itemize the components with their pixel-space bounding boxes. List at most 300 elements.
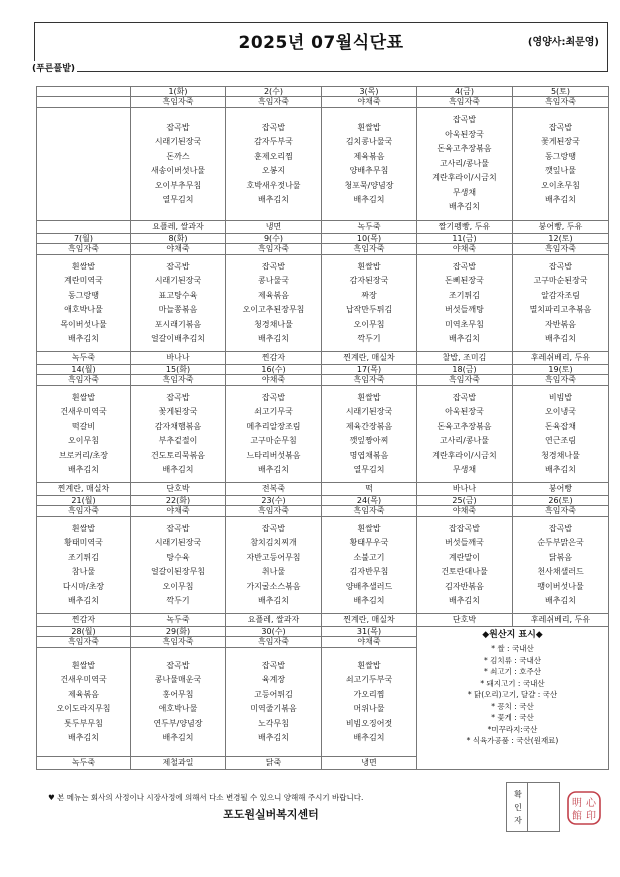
- meal-item: 흰쌀밥: [357, 392, 381, 402]
- day-date: 28(월): [37, 627, 131, 637]
- meal-item: 흰쌀밥: [357, 122, 381, 132]
- meal-item: 배추김치: [353, 596, 385, 605]
- meal-item: 배추김치: [258, 733, 289, 742]
- day-date: 4(금): [417, 87, 513, 97]
- meal-item: 닭볶음: [548, 552, 573, 562]
- porridge-cell: 흑임자죽: [37, 637, 131, 648]
- porridge-cell: 야채죽: [322, 637, 417, 648]
- snack-cell: 단호박: [417, 614, 513, 627]
- meal-item: 흰쌀밥: [357, 523, 381, 533]
- meal-cell: [37, 108, 131, 221]
- meal-item: 톳두부무침: [64, 718, 103, 728]
- svg-text:明: 明: [572, 798, 582, 809]
- meal-item: 청포묵/양념장: [344, 180, 394, 190]
- meal-item: 가지굴소스볶음: [246, 581, 301, 591]
- svg-text:心: 心: [586, 798, 596, 809]
- snack-cell: 닭죽: [226, 757, 322, 770]
- meal-item: 배추김치: [162, 733, 194, 742]
- meal-item: 무생채: [452, 187, 477, 197]
- day-date: 21(월): [37, 496, 131, 506]
- day-date: 24(목): [322, 496, 417, 506]
- svg-text:印: 印: [586, 811, 596, 822]
- porridge-cell: 흑임자죽: [322, 506, 417, 517]
- meal-item: 잡곡밥: [166, 122, 190, 132]
- meal-cell: [322, 648, 417, 757]
- meal-item: 배추김치: [258, 334, 289, 343]
- meal-item: 황태무우국: [349, 538, 389, 547]
- meal-item: 배추김치: [449, 202, 480, 212]
- meal-item: 소불고기: [353, 552, 385, 562]
- snack-cell: 후레쉬베리, 두유: [513, 352, 609, 365]
- meal-item: 꽃게된장국: [158, 407, 198, 416]
- meal-item: 노각무침: [258, 718, 289, 728]
- meal-cell: [513, 108, 609, 221]
- meal-cell: [37, 648, 131, 757]
- meal-item: 깻잎나물: [545, 166, 576, 175]
- snack-cell: 녹두죽: [37, 352, 131, 365]
- meal-item: 시래기된장국: [154, 538, 202, 547]
- meal-item: 깍두기: [357, 334, 381, 343]
- meal-item: 배추김치: [449, 596, 480, 605]
- meal-item: 계란후라이/시금치: [432, 173, 497, 183]
- meal-cell: [131, 108, 226, 221]
- meal-item: 비빔오징어젓: [345, 718, 393, 728]
- meal-item: 연두부/양념장: [153, 718, 203, 728]
- meal-item: 느타리버섯볶음: [246, 450, 301, 460]
- porridge-cell: 흑임자죽: [37, 375, 131, 386]
- meal-cell: [226, 386, 322, 483]
- meal-item: 잡곡밥: [166, 392, 190, 402]
- day-date: 19(토): [513, 365, 609, 375]
- meal-cell: [322, 255, 417, 352]
- meal-item: 오이무침: [353, 319, 385, 329]
- seal-stamp: [566, 790, 602, 826]
- meal-item: 목이버섯나물: [60, 319, 107, 329]
- meal-cell: [513, 386, 609, 483]
- meal-item: 애호박나물: [158, 704, 198, 713]
- meal-item: 브로커리/초장: [58, 450, 109, 460]
- meal-item: 쇠고기두부국: [345, 675, 393, 684]
- origin-legend: [417, 627, 609, 770]
- meal-item: 조기튀김: [449, 290, 480, 300]
- meal-item: 부추겉절이: [158, 436, 198, 445]
- meal-item: 오이초무침: [541, 180, 580, 190]
- porridge-row: [37, 97, 609, 108]
- meal-item: 천사채샐러드: [537, 567, 584, 576]
- snack-cell: 찐계란, 매실차: [37, 483, 131, 496]
- meal-item: 잡곡밥: [452, 261, 477, 271]
- meal-item: 잡곡밥: [166, 523, 190, 533]
- porridge-cell: 흑임자죽: [226, 97, 322, 108]
- meal-item: 배추김치: [449, 334, 480, 343]
- day-date: 30(수): [226, 627, 322, 637]
- meal-cell: [417, 108, 513, 221]
- meal-item: 건도토리묵볶음: [150, 450, 206, 460]
- meal-item: 흰쌀밥: [71, 261, 96, 271]
- meal-item: 오이부추무침: [154, 180, 202, 190]
- snack-row: [37, 483, 609, 496]
- meal-cell: [513, 255, 609, 352]
- meal-item: 김자반무침: [349, 567, 389, 576]
- snack-cell: 녹두죽: [322, 221, 417, 234]
- meal-row: [37, 517, 609, 614]
- meal-item: 건새우미역국: [60, 675, 107, 684]
- porridge-cell: 야채죽: [131, 506, 226, 517]
- meal-item: 배추김치: [545, 334, 576, 343]
- porridge-cell: 흑임자죽: [226, 506, 322, 517]
- meal-item: 양배추무침: [349, 166, 389, 175]
- meal-item: 잡곡밥: [166, 660, 190, 670]
- meal-item: 돈육잡채: [545, 421, 576, 431]
- snack-cell: 붕어빵, 두유: [513, 221, 609, 234]
- porridge-cell: [37, 97, 131, 108]
- meal-item: 돈까스: [166, 151, 190, 161]
- meal-item: 잡곡밥: [261, 523, 286, 533]
- meal-item: 오이무침: [162, 581, 194, 591]
- porridge-cell: 흑임자죽: [513, 244, 609, 255]
- meal-item: 황태미역국: [64, 538, 103, 547]
- day-date: 26(토): [513, 496, 609, 506]
- meal-cell: [417, 386, 513, 483]
- meal-cell: [131, 648, 226, 757]
- meal-item: 김자반볶음: [445, 581, 484, 591]
- day-date: 3(목): [322, 87, 417, 97]
- menu-table: [36, 86, 609, 770]
- origin-item: * 김치류 : 국내산: [484, 655, 541, 665]
- porridge-row: [37, 244, 609, 255]
- meal-item: 열무김치: [162, 195, 194, 204]
- meal-item: 아욱된장국: [445, 407, 484, 416]
- origin-item: * 닭(오리)고기, 달걀 : 국산: [467, 690, 558, 699]
- meal-item: 메추리알장조림: [246, 421, 301, 431]
- snack-cell: 단호박: [131, 483, 226, 496]
- meal-item: 제육볶음: [68, 689, 99, 699]
- meal-item: 돈삐된장국: [445, 276, 484, 285]
- title-box: [34, 22, 608, 72]
- meal-item: 연근조림: [545, 436, 576, 445]
- meal-item: 제육볶음: [353, 151, 385, 161]
- meal-cell: [131, 255, 226, 352]
- day-date: 7(월): [37, 234, 131, 244]
- meal-item: 콩나물매운국: [154, 675, 202, 684]
- meal-item: 건새우미역국: [60, 407, 107, 416]
- porridge-cell: 흑임자죽: [417, 97, 513, 108]
- snack-cell: 짤기펭빵, 두유: [417, 221, 513, 234]
- date-row: [37, 627, 609, 637]
- svg-text:館: 館: [572, 811, 582, 822]
- meal-item: 콩나물국: [258, 276, 289, 285]
- day-date: 22(화): [131, 496, 226, 506]
- day-date: 10(목): [322, 234, 417, 244]
- meal-item: 배추김치: [68, 465, 99, 474]
- meal-item: 배추김치: [545, 465, 576, 474]
- snack-cell: 바나나: [131, 352, 226, 365]
- meal-item: 얼갈이된장무침: [150, 567, 206, 576]
- meal-item: 미역초무침: [445, 319, 484, 329]
- day-date: 29(화): [131, 627, 226, 637]
- meal-item: 육계장: [261, 675, 286, 684]
- porridge-cell: 야채죽: [417, 244, 513, 255]
- porridge-cell: 흑임자죽: [513, 97, 609, 108]
- meal-item: 제육볶음: [258, 290, 289, 300]
- meal-item: 흰쌀밥: [71, 660, 96, 670]
- meal-item: 흰쌀밥: [357, 261, 381, 271]
- meal-item: 배추김치: [162, 465, 194, 474]
- meal-item: 알감자조림: [541, 290, 580, 300]
- meal-item: 조기튀김: [68, 552, 99, 562]
- origin-item: * 쌀 : 국내산: [491, 644, 534, 653]
- meal-item: 홍어무침: [162, 689, 194, 699]
- meal-row: [37, 255, 609, 352]
- meal-item: 취나물: [261, 567, 286, 576]
- meal-item: 돈육고추장볶음: [437, 421, 492, 431]
- snack-cell: 붕어빵: [513, 483, 609, 496]
- meal-cell: [417, 517, 513, 614]
- meal-item: 비빔밥: [548, 392, 573, 402]
- meal-item: 동그랑땡: [545, 151, 576, 161]
- meal-item: 버섯들깨탕: [445, 305, 484, 314]
- meal-item: 고구마순무침: [250, 436, 297, 445]
- meal-cell: [417, 255, 513, 352]
- meal-item: 감자채햄볶음: [154, 421, 202, 431]
- day-date: 15(화): [131, 365, 226, 375]
- porridge-cell: 흑임자죽: [322, 375, 417, 386]
- meal-item: 오이냉국: [545, 407, 576, 416]
- date-row: [37, 365, 609, 375]
- porridge-cell: 흑임자죽: [131, 97, 226, 108]
- meal-row: [37, 386, 609, 483]
- meal-item: 흰쌀밥: [71, 523, 96, 533]
- meal-item: 청경채나물: [541, 450, 580, 460]
- meal-item: 시래기된장국: [154, 276, 202, 285]
- porridge-cell: 흑임자죽: [37, 506, 131, 517]
- meal-item: 계란말이: [449, 552, 480, 562]
- snack-cell: 후레쉬베리, 두유: [513, 614, 609, 627]
- meal-cell: [37, 517, 131, 614]
- meal-item: 배추김치: [68, 596, 99, 605]
- meal-cell: [37, 386, 131, 483]
- meal-item: 잡잡곡밥: [449, 523, 480, 533]
- meal-item: 꽃게된장국: [541, 137, 580, 146]
- origin-item: * 돼지고기 : 국내산: [480, 678, 545, 688]
- meal-item: 잡곡밥: [548, 261, 573, 271]
- snack-cell: 바나나: [417, 483, 513, 496]
- meal-item: 자반볶음: [545, 319, 576, 329]
- date-row: [37, 496, 609, 506]
- origin-item: * 꽁치 : 국산: [491, 701, 534, 711]
- meal-item: 배추김치: [68, 733, 99, 742]
- meal-item: 제육간장볶음: [345, 421, 393, 431]
- origin-title: ◆원산지 표시◆: [482, 630, 543, 640]
- porridge-cell: 야채죽: [226, 375, 322, 386]
- day-date: 8(화): [131, 234, 226, 244]
- meal-item: 잡곡밥: [261, 261, 286, 271]
- confirm-divider: [527, 783, 528, 831]
- meal-item: 고등어튀김: [254, 689, 293, 699]
- snack-cell: [37, 221, 131, 234]
- meal-item: 얼갈이배추김치: [150, 334, 206, 343]
- meal-item: 흰쌀밥: [71, 392, 96, 402]
- meal-item: 배추김치: [258, 596, 289, 605]
- meal-item: 표고탕수육: [158, 290, 198, 300]
- meal-item: 탕수육: [166, 552, 190, 562]
- porridge-cell: 흑임자죽: [226, 244, 322, 255]
- snack-cell: 냉면: [322, 757, 417, 770]
- meal-item: 팽이버섯나물: [537, 581, 584, 591]
- nutritionist-label: (영양사:최문영): [527, 37, 599, 48]
- porridge-cell: 흑임자죽: [37, 244, 131, 255]
- meal-cell: [226, 648, 322, 757]
- day-date: 2(수): [226, 87, 322, 97]
- meal-item: 호박새우젓나물: [246, 180, 301, 190]
- meal-item: 청경채나물: [254, 319, 293, 329]
- day-date: 17(목): [322, 365, 417, 375]
- meal-item: 감자두부국: [254, 137, 293, 146]
- meal-item: 명엽채볶음: [349, 450, 389, 460]
- meal-item: 잡곡밥: [261, 392, 286, 402]
- snack-cell: 찐감자: [37, 614, 131, 627]
- day-date: 18(금): [417, 365, 513, 375]
- snack-cell: 제철과일: [131, 757, 226, 770]
- meal-item: 흰쌀밥: [357, 660, 381, 670]
- meal-item: 오이무침: [68, 436, 99, 445]
- meal-item: 훈제오리찜: [254, 151, 293, 161]
- porridge-cell: 흑임자죽: [226, 637, 322, 648]
- porridge-cell: 야채죽: [131, 244, 226, 255]
- meal-item: 배추김치: [68, 334, 99, 343]
- meal-item: 시래기된장국: [154, 137, 202, 146]
- meal-item: 잡곡밥: [261, 122, 286, 132]
- snack-cell: 찐감자: [226, 352, 322, 365]
- center-label: (푸른풀밭): [30, 61, 77, 74]
- meal-item: 새송이버섯나물: [150, 166, 206, 175]
- origin-item: *미꾸라지:국산: [487, 724, 538, 734]
- meal-item: 참치김치찌개: [250, 538, 297, 547]
- meal-item: 잡곡밥: [261, 660, 286, 670]
- day-date: 11(금): [417, 234, 513, 244]
- meal-item: 고사리/콩나물: [439, 158, 490, 168]
- meal-cell: [513, 517, 609, 614]
- meal-item: 멸치파리고추볶음: [529, 305, 592, 314]
- day-date: 12(토): [513, 234, 609, 244]
- meal-item: 다시마/초장: [62, 581, 105, 591]
- day-date: 23(수): [226, 496, 322, 506]
- snack-row: [37, 614, 609, 627]
- meal-cell: [131, 517, 226, 614]
- snack-row: [37, 221, 609, 234]
- day-date: 5(토): [513, 87, 609, 97]
- confirm-label: 확인자: [514, 790, 522, 825]
- meal-cell: [322, 108, 417, 221]
- meal-item: 오이고추된장무침: [242, 305, 305, 314]
- origin-item: * 쇠고기 : 호주산: [484, 667, 541, 676]
- day-date: 14(월): [37, 365, 131, 375]
- meal-cell: [322, 517, 417, 614]
- meal-item: 순두부맑은국: [537, 538, 584, 547]
- meal-item: 가오리찜: [353, 689, 385, 699]
- meal-item: 배추김치: [353, 195, 385, 204]
- snack-cell: 찐계란, 매실차: [322, 614, 417, 627]
- meal-item: 미역줄기볶음: [250, 704, 297, 713]
- meal-item: 열무김치: [353, 465, 385, 474]
- day-date: 9(수): [226, 234, 322, 244]
- meal-item: 시래기된장국: [345, 407, 393, 416]
- meal-item: 아욱된장국: [445, 129, 484, 139]
- snack-row: [37, 352, 609, 365]
- meal-item: 참나물: [71, 567, 96, 576]
- meal-item: 감자된장국: [349, 276, 389, 285]
- meal-row: [37, 108, 609, 221]
- origin-item: * 식육가공품 : 국산(원재료): [466, 736, 559, 745]
- meal-item: 포시래기볶음: [154, 319, 202, 329]
- meal-item: 떡갈비: [71, 421, 96, 431]
- meal-item: 무생채: [452, 465, 477, 474]
- snack-cell: 전복죽: [226, 483, 322, 496]
- meal-item: 건토란대나물: [441, 567, 488, 576]
- porridge-cell: 흑임자죽: [131, 637, 226, 648]
- meal-item: 머위나물: [353, 704, 385, 713]
- meal-item: 배추김치: [353, 733, 385, 742]
- meal-item: 양배추샐러드: [345, 581, 393, 591]
- notice-area: [36, 782, 506, 832]
- meal-item: 자반고등어무침: [246, 552, 301, 562]
- date-row: [37, 234, 609, 244]
- snack-cell: 녹두죽: [131, 614, 226, 627]
- meal-item: 잡곡밥: [548, 122, 573, 132]
- snack-cell: 찰밥, 조미김: [417, 352, 513, 365]
- porridge-row: [37, 375, 609, 386]
- meal-item: 쇠고기무국: [254, 407, 293, 416]
- porridge-cell: 흑임자죽: [417, 375, 513, 386]
- meal-item: 깻잎짱아찌: [349, 436, 389, 445]
- snack-cell: 냉면: [226, 221, 322, 234]
- meal-cell: [226, 517, 322, 614]
- day-date: [37, 87, 131, 97]
- meal-item: 돈육고추장볶음: [437, 144, 492, 154]
- porridge-cell: 흑임자죽: [513, 375, 609, 386]
- date-row: [37, 87, 609, 97]
- meal-cell: [322, 386, 417, 483]
- page-title: 2025년 07월식단표: [238, 33, 404, 53]
- meal-item: 깍두기: [166, 596, 190, 605]
- porridge-cell: 야채죽: [322, 97, 417, 108]
- day-date: 16(수): [226, 365, 322, 375]
- meal-item: 잡곡밥: [548, 523, 573, 533]
- meal-item: 오봉지: [261, 166, 286, 175]
- day-date: 1(화): [131, 87, 226, 97]
- snack-cell: 녹두죽: [37, 757, 131, 770]
- snack-cell: 떡: [322, 483, 417, 496]
- origin-item: * 꽃게 : 국산: [491, 713, 534, 722]
- day-date: 25(금): [417, 496, 513, 506]
- porridge-cell: 흑임자죽: [513, 506, 609, 517]
- meal-item: 계란후라이/시금치: [432, 450, 497, 460]
- meal-cell: [226, 108, 322, 221]
- meal-item: 애호박나물: [64, 305, 103, 314]
- porridge-cell: 흑임자죽: [322, 244, 417, 255]
- meal-item: 고사리/콩나물: [439, 436, 490, 445]
- meal-item: 납작만두튀김: [345, 305, 393, 314]
- snack-cell: 요플레, 쌀과자: [131, 221, 226, 234]
- meal-item: 배추김치: [258, 465, 289, 474]
- organization-name: 포도원실버복지센터: [223, 808, 319, 821]
- meal-item: 마늘쫑볶음: [158, 305, 198, 314]
- notice-text: ♥ 본 메뉴는 회사의 사정이나 시장사정에 의해서 다소 변경될 수 있으니 양해해 주시기 바랍니다.: [48, 793, 364, 802]
- confirm-box: [506, 782, 560, 832]
- meal-item: 버섯들깨국: [445, 538, 484, 547]
- meal-item: 배추김치: [545, 596, 576, 605]
- porridge-cell: 야채죽: [417, 506, 513, 517]
